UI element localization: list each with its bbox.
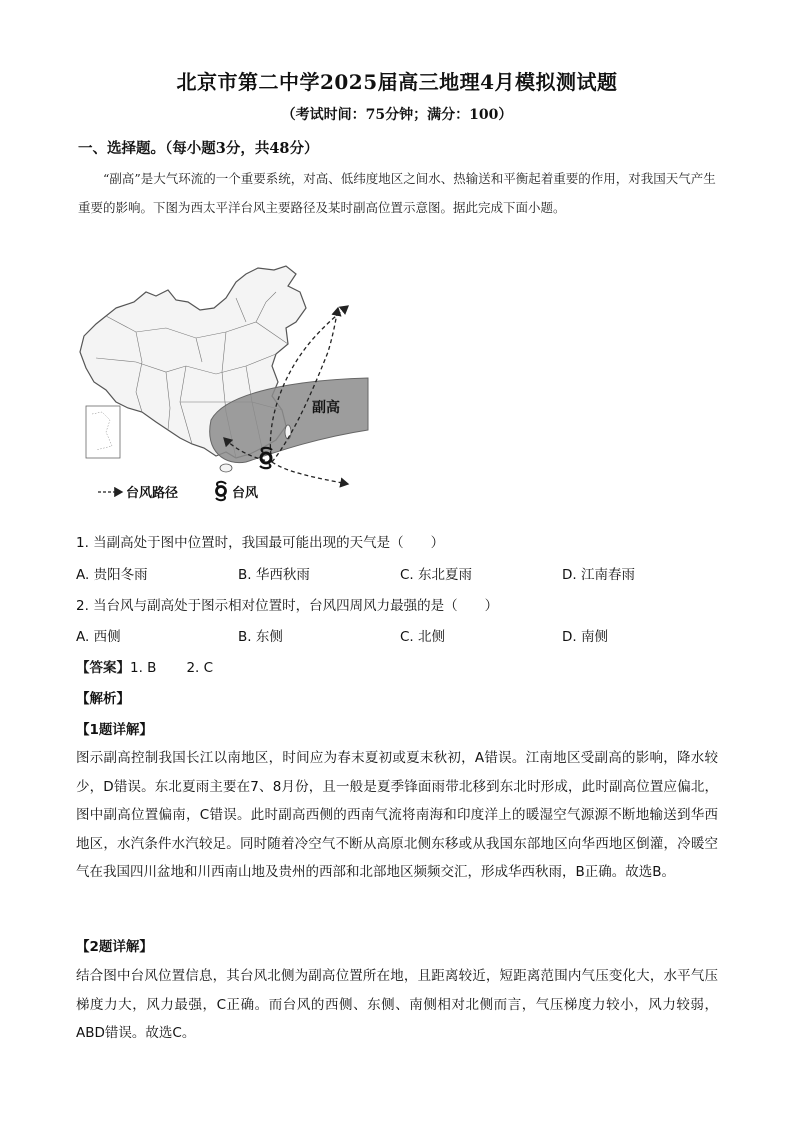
q1-option-b[interactable]: B. 华西秋雨 xyxy=(238,567,310,583)
q2-option-d[interactable]: D. 南侧 xyxy=(562,629,608,645)
answer-q2: 2. C xyxy=(186,660,214,676)
subtropical-high-label: 副高 xyxy=(312,400,340,416)
exam-title: 北京市第二中学2025届高三地理4月模拟测试题 xyxy=(176,70,618,94)
answer-line xyxy=(76,656,213,676)
section-heading: 一、选择题。（每小题3分，共48分） xyxy=(78,140,319,157)
answer-q1: 1. B xyxy=(130,660,157,676)
q2-option-c[interactable]: C. 北侧 xyxy=(400,629,446,645)
q1-option-c[interactable]: C. 东北夏雨 xyxy=(400,567,473,583)
detail-2-text: 结合图中台风位置信息，其台风北侧为副高位置所在地，且距离较近，短距离范围内气压变化大，水平气压梯度力大，风力最强，C正确。而台风的西侧、东侧、南侧相对北侧而言，气压梯度力较小，风力较弱，ABD错误。故选C。 xyxy=(76,968,718,1041)
analysis-label: 【解析】 xyxy=(76,691,130,707)
exam-subtitle: （考试时间：75分钟；满分：100） xyxy=(281,107,513,123)
typhoon-map-figure xyxy=(76,262,376,507)
detail-1-label: 【1题详解】 xyxy=(76,722,153,738)
legend-path-label: 台风路径 xyxy=(126,486,179,501)
q2-option-b[interactable]: B. 东侧 xyxy=(238,629,283,645)
map-legend xyxy=(98,482,259,501)
question-1-options xyxy=(76,563,716,585)
answer-label: 【答案】 xyxy=(76,660,130,676)
q1-option-d[interactable]: D. 江南春雨 xyxy=(562,567,635,583)
south-china-sea-inset xyxy=(86,406,120,458)
q2-option-a[interactable]: A. 西侧 xyxy=(76,629,121,645)
legend-typhoon-icon xyxy=(216,482,226,500)
question-2-options xyxy=(76,625,716,647)
detail-1-text: 图示副高控制我国长江以南地区，时间应为春末夏初或夏末秋初，A错误。江南地区受副高的影响，降水较少，D错误。东北夏雨主要在7、8月份，且一般是夏季锋面雨带北移到东北时形成，此时副高位置应偏北，图中副高位置偏南，C错误。此时副高西侧的西南气流将南海和印度洋上的暖湿空气源源不断地输送到华西地区，水汽条件水汽较足。同时随着冷空气不断从高原北侧东移或从我国东部地区向华西地区倒灌，冷暖空气在我国四川盆地和川西南山地及贵州的西部和北部地区频频交汇，形成华西秋雨，B正确。故选B。 xyxy=(76,750,718,880)
question-1-stem: 1. 当副高处于图中位置时，我国最可能出现的天气是（ ） xyxy=(76,535,445,551)
legend-typhoon-label: 台风 xyxy=(232,486,259,501)
detail-2-label: 【2题详解】 xyxy=(76,939,153,955)
question-2-stem: 2. 当台风与副高处于图示相对位置时，台风四周风力最强的是（ ） xyxy=(76,598,499,614)
question-intro: “副高”是大气环流的一个重要系统，对高、低纬度地区之间水、热输送和平衡起着重要的作用，对我国天气产生重要的影响。下图为西太平洋台风主要路径及某时副高位置示意图。据此完成下面小题。 xyxy=(78,171,716,215)
q1-option-a[interactable]: A. 贵阳冬雨 xyxy=(76,567,148,583)
